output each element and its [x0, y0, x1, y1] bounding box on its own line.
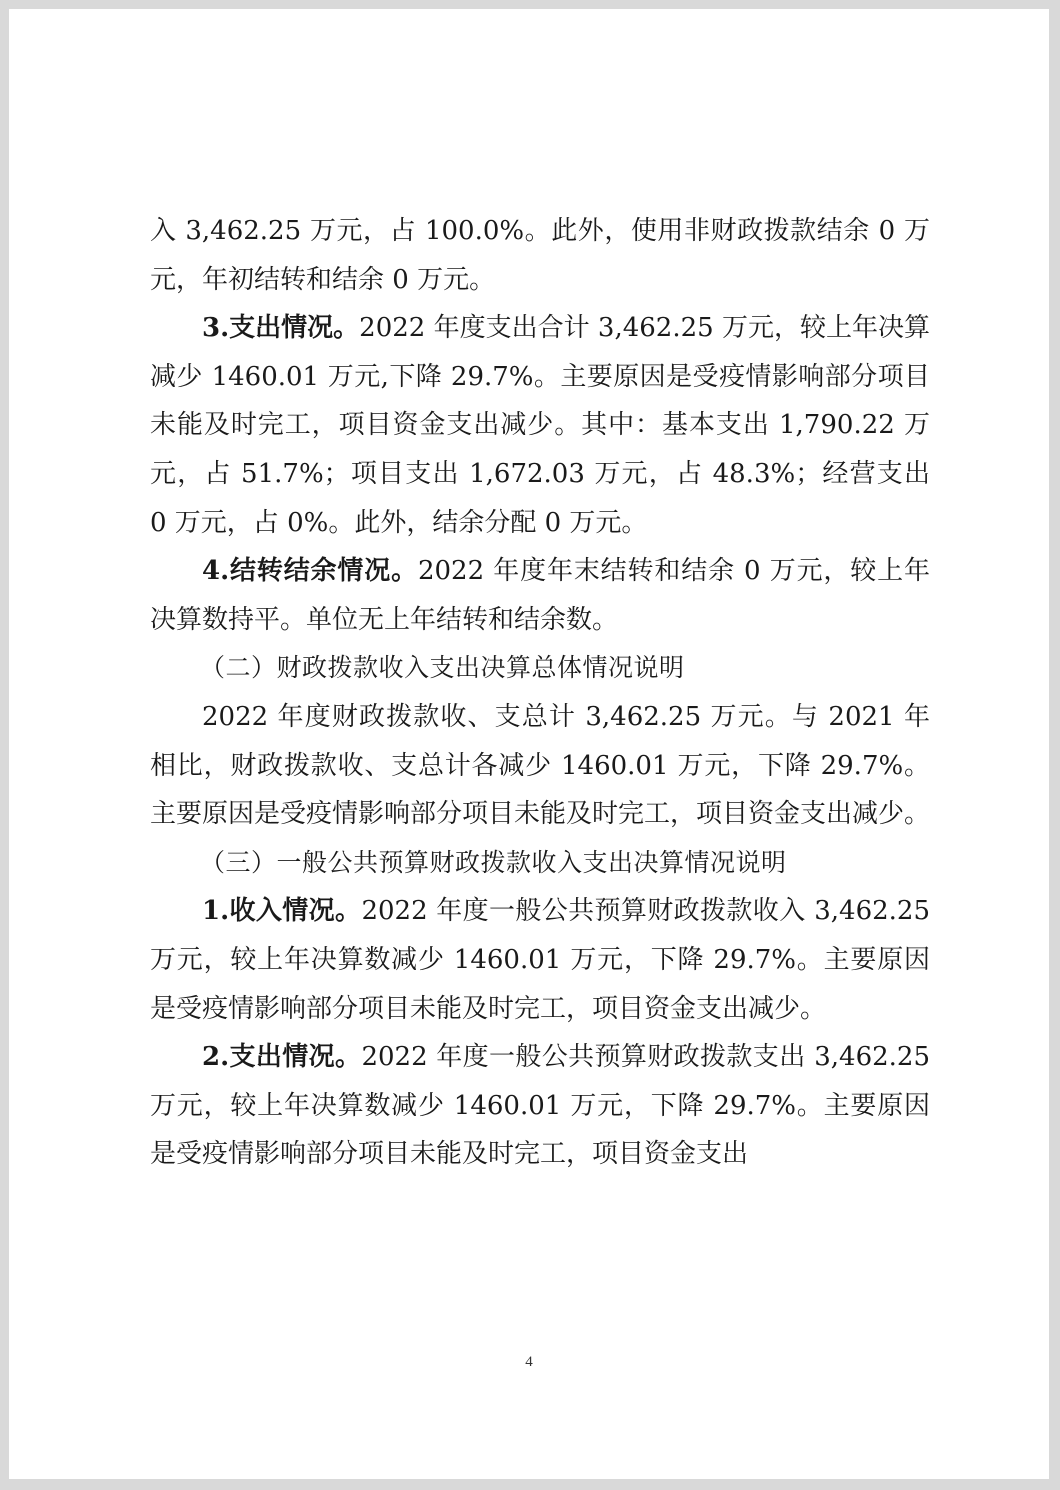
paragraph-fiscal-overview [150, 693, 930, 839]
page-number: 4 [525, 1354, 533, 1370]
paragraph-income-continuation [150, 207, 930, 304]
section-lead: 2.支出情况。 [202, 1042, 362, 1073]
section-lead: 4.结转结余情况。 [202, 556, 418, 587]
paragraph-general-budget-expenditure [150, 1033, 930, 1179]
paragraph-carryover [150, 547, 930, 644]
paragraph-text: 2022 年度支出合计 3,462.25 万元，较上年决算减少 1460.01 万元,下降 29.7%。主要原因是受疫情影响部分项目未能及时完工，项目资金支出减少。其中：基本支出 1,790.22 万元，占 51.7%；项目支出 1,672.03 万元，占 48.3%；经营支出 0 万元，占 0%。此外，结余分配 0 万元。 [150, 313, 930, 538]
paragraph-general-budget-income [150, 887, 930, 1033]
paragraph-text: 2022 年度财政拨款收、支总计 3,462.25 万元。与 2021 年相比，财政拨款收、支总计各减少 1460.01 万元，下降 29.7%。主要原因是受疫情影响部分项目未能及时完工，项目资金支出减少。 [150, 701, 931, 830]
paragraph-text: 2022 年度一般公共预算财政拨款收入 3,462.25 万元，较上年决算数减少 1460.01 万元，下降 29.7%。主要原因是受疫情影响部分项目未能及时完工，项目资金支出减少。 [150, 896, 930, 1024]
paragraph-text: 入 3,462.25 万元，占 100.0%。此外，使用非财政拨款结余 0 万元，年初结转和结余 0 万元。 [150, 216, 930, 295]
section-lead: 3.支出情况。 [202, 313, 360, 344]
paragraph-text: 2022 年度一般公共预算财政拨款支出 3,462.25 万元，较上年决算数减少 1460.01 万元，下降 29.7%。主要原因是受疫情影响部分项目未能及时完工，项目资金支出 [150, 1042, 930, 1170]
document-page [9, 9, 1049, 1479]
page-body [150, 207, 930, 1179]
paragraph-text: 2022 年度年末结转和结余 0 万元，较上年决算数持平。单位无上年结转和结余数。 [150, 556, 930, 635]
section-lead: 1.收入情况。 [202, 896, 362, 927]
paragraph-expenditure [150, 304, 930, 547]
section-heading-general-budget: （三）一般公共预算财政拨款收入支出决算情况说明 [200, 847, 787, 877]
section-heading-fiscal-overview: （二）财政拨款收入支出决算总体情况说明 [200, 653, 685, 683]
